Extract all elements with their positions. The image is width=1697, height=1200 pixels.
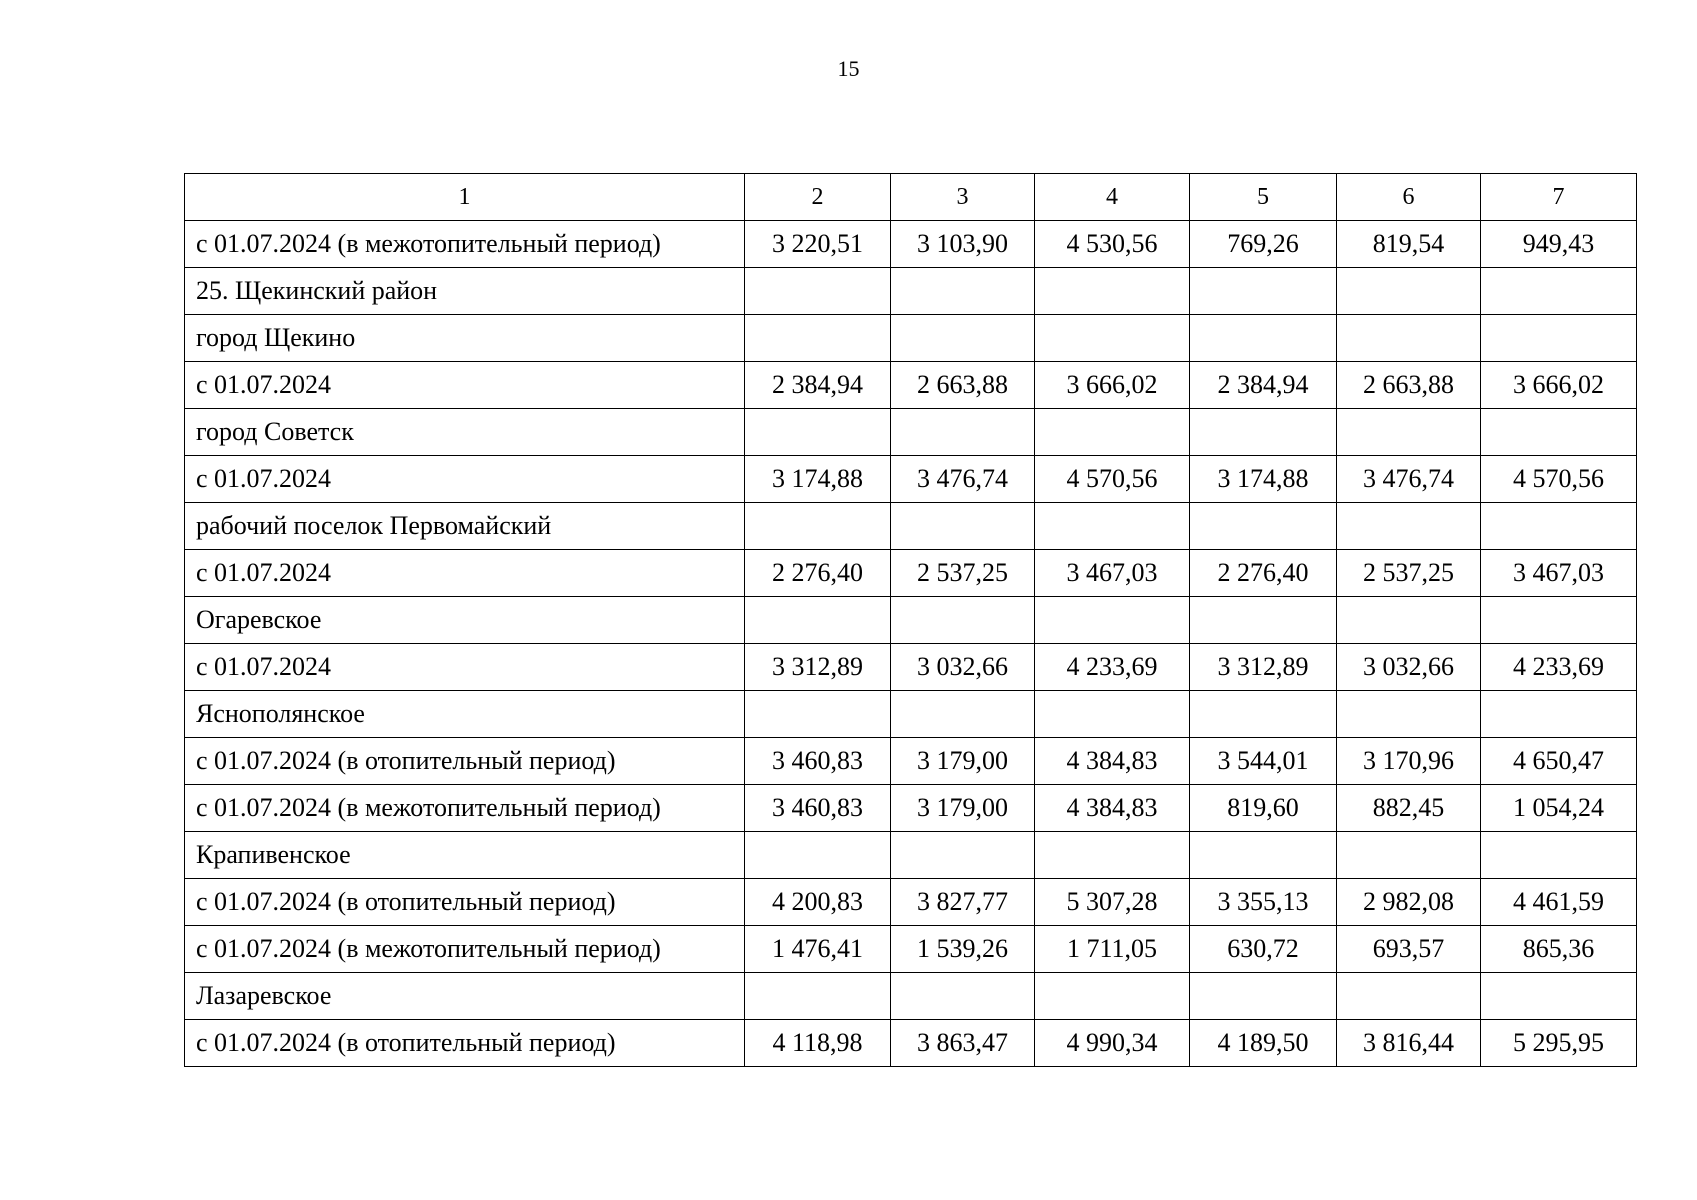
table-row [185, 221, 1637, 268]
table-row [185, 926, 1637, 973]
table-row [185, 315, 1637, 362]
table-cell [1337, 597, 1481, 644]
row-label: Крапивенское [185, 832, 745, 879]
table-cell [891, 832, 1035, 879]
table-cell: 3 544,01 [1190, 738, 1337, 785]
table-cell: 3 666,02 [1035, 362, 1190, 409]
table-cell: 5 307,28 [1035, 879, 1190, 926]
table-cell [1481, 691, 1637, 738]
table-cell [1035, 503, 1190, 550]
table-cell [1481, 268, 1637, 315]
table-cell [745, 409, 891, 456]
table-cell: 3 312,89 [745, 644, 891, 691]
table-cell [891, 973, 1035, 1020]
table-cell [745, 973, 891, 1020]
column-header: 5 [1190, 174, 1337, 221]
table-cell: 1 539,26 [891, 926, 1035, 973]
table-cell [745, 268, 891, 315]
table-cell: 2 982,08 [1337, 879, 1481, 926]
table-cell [1190, 315, 1337, 362]
table-cell: 2 384,94 [1190, 362, 1337, 409]
row-label: Огаревское [185, 597, 745, 644]
table-cell [1035, 691, 1190, 738]
table-row [185, 785, 1637, 832]
table-cell: 4 570,56 [1035, 456, 1190, 503]
table-cell [1190, 691, 1337, 738]
table-cell: 4 570,56 [1481, 456, 1637, 503]
table-cell [1190, 503, 1337, 550]
row-label: город Щекино [185, 315, 745, 362]
row-label: с 01.07.2024 (в межотопительный период) [185, 221, 745, 268]
table-cell: 865,36 [1481, 926, 1637, 973]
page-number: 15 [837, 56, 860, 81]
table-cell [1035, 832, 1190, 879]
table-row [185, 879, 1637, 926]
table-row [185, 268, 1637, 315]
table-cell: 4 233,69 [1035, 644, 1190, 691]
table-cell [1035, 315, 1190, 362]
table-cell [1035, 597, 1190, 644]
table-cell [1337, 315, 1481, 362]
table-cell [1481, 832, 1637, 879]
table-cell [891, 409, 1035, 456]
table-cell: 3 220,51 [745, 221, 891, 268]
table-cell: 2 537,25 [891, 550, 1035, 597]
table-cell [745, 832, 891, 879]
table-cell: 2 663,88 [1337, 362, 1481, 409]
table-cell: 3 476,74 [1337, 456, 1481, 503]
table-row [185, 362, 1637, 409]
table-cell: 2 384,94 [745, 362, 891, 409]
table-cell: 3 863,47 [891, 1020, 1035, 1067]
table-cell: 3 355,13 [1190, 879, 1337, 926]
table-row [185, 738, 1637, 785]
table-cell: 1 476,41 [745, 926, 891, 973]
table-cell: 4 200,83 [745, 879, 891, 926]
table-cell: 819,54 [1337, 221, 1481, 268]
row-label: с 01.07.2024 (в межотопительный период) [185, 926, 745, 973]
table-cell: 5 295,95 [1481, 1020, 1637, 1067]
table-row [185, 503, 1637, 550]
row-label: с 01.07.2024 [185, 644, 745, 691]
table-cell: 2 663,88 [891, 362, 1035, 409]
table-cell [1481, 597, 1637, 644]
column-header: 7 [1481, 174, 1637, 221]
tariff-table [184, 173, 1637, 1067]
table-cell: 4 118,98 [745, 1020, 891, 1067]
table-cell [1035, 973, 1190, 1020]
table-cell: 3 174,88 [1190, 456, 1337, 503]
table-cell: 3 032,66 [891, 644, 1035, 691]
table-cell [1481, 409, 1637, 456]
table-cell [891, 315, 1035, 362]
table-row [185, 973, 1637, 1020]
table-cell [1337, 973, 1481, 1020]
row-label: с 01.07.2024 (в межотопительный период) [185, 785, 745, 832]
row-label: 25. Щекинский район [185, 268, 745, 315]
table-cell [1481, 973, 1637, 1020]
row-label: город Советск [185, 409, 745, 456]
table-cell: 4 530,56 [1035, 221, 1190, 268]
table-cell [1337, 832, 1481, 879]
table-cell [891, 503, 1035, 550]
table-cell [745, 597, 891, 644]
table-cell [891, 597, 1035, 644]
table-cell: 3 467,03 [1035, 550, 1190, 597]
table-cell: 4 189,50 [1190, 1020, 1337, 1067]
table-row [185, 644, 1637, 691]
table-row [185, 409, 1637, 456]
table-cell: 3 170,96 [1337, 738, 1481, 785]
table-header-row [185, 174, 1637, 221]
table-cell: 4 650,47 [1481, 738, 1637, 785]
table-cell: 4 384,83 [1035, 738, 1190, 785]
table-cell: 3 179,00 [891, 738, 1035, 785]
table-cell: 3 174,88 [745, 456, 891, 503]
table-cell: 2 276,40 [1190, 550, 1337, 597]
column-header: 4 [1035, 174, 1190, 221]
table-cell [1337, 409, 1481, 456]
table-cell [745, 503, 891, 550]
table-cell: 3 476,74 [891, 456, 1035, 503]
row-label: Лазаревское [185, 973, 745, 1020]
row-label: с 01.07.2024 (в отопительный период) [185, 738, 745, 785]
table-row [185, 1020, 1637, 1067]
table-cell [1190, 597, 1337, 644]
table-cell [1337, 691, 1481, 738]
row-label: с 01.07.2024 (в отопительный период) [185, 879, 745, 926]
table-cell: 1 711,05 [1035, 926, 1190, 973]
table-cell: 819,60 [1190, 785, 1337, 832]
table-cell [891, 691, 1035, 738]
table-cell: 4 233,69 [1481, 644, 1637, 691]
table-cell: 3 103,90 [891, 221, 1035, 268]
table-cell: 3 460,83 [745, 785, 891, 832]
table-cell: 693,57 [1337, 926, 1481, 973]
table-cell: 3 666,02 [1481, 362, 1637, 409]
table-cell: 3 816,44 [1337, 1020, 1481, 1067]
table-cell [891, 268, 1035, 315]
table-row [185, 691, 1637, 738]
table-cell [1481, 503, 1637, 550]
table-row [185, 597, 1637, 644]
table-cell: 949,43 [1481, 221, 1637, 268]
table-cell: 3 467,03 [1481, 550, 1637, 597]
table-row [185, 456, 1637, 503]
row-label: с 01.07.2024 (в отопительный период) [185, 1020, 745, 1067]
table-cell [1190, 973, 1337, 1020]
table-cell: 630,72 [1190, 926, 1337, 973]
table-cell [1337, 503, 1481, 550]
table-cell [745, 691, 891, 738]
table-cell: 2 276,40 [745, 550, 891, 597]
row-label: Яснополянское [185, 691, 745, 738]
table-cell: 3 179,00 [891, 785, 1035, 832]
table-cell: 4 990,34 [1035, 1020, 1190, 1067]
table-row [185, 832, 1637, 879]
table-cell: 882,45 [1337, 785, 1481, 832]
table-cell: 4 384,83 [1035, 785, 1190, 832]
column-header: 3 [891, 174, 1035, 221]
table-cell [1035, 268, 1190, 315]
table-cell [1190, 832, 1337, 879]
table-cell [1337, 268, 1481, 315]
table-cell [745, 315, 891, 362]
table-cell [1035, 409, 1190, 456]
row-label: с 01.07.2024 [185, 456, 745, 503]
table-cell [1481, 315, 1637, 362]
table-cell [1190, 268, 1337, 315]
column-header: 1 [185, 174, 745, 221]
column-header: 2 [745, 174, 891, 221]
table-cell: 2 537,25 [1337, 550, 1481, 597]
table-cell: 3 032,66 [1337, 644, 1481, 691]
row-label: с 01.07.2024 [185, 362, 745, 409]
table-cell: 4 461,59 [1481, 879, 1637, 926]
table-cell: 1 054,24 [1481, 785, 1637, 832]
column-header: 6 [1337, 174, 1481, 221]
table-cell: 3 460,83 [745, 738, 891, 785]
table-cell: 769,26 [1190, 221, 1337, 268]
table-cell: 3 827,77 [891, 879, 1035, 926]
table-row [185, 550, 1637, 597]
table-cell: 3 312,89 [1190, 644, 1337, 691]
row-label: рабочий поселок Первомайский [185, 503, 745, 550]
table-cell [1190, 409, 1337, 456]
row-label: с 01.07.2024 [185, 550, 745, 597]
